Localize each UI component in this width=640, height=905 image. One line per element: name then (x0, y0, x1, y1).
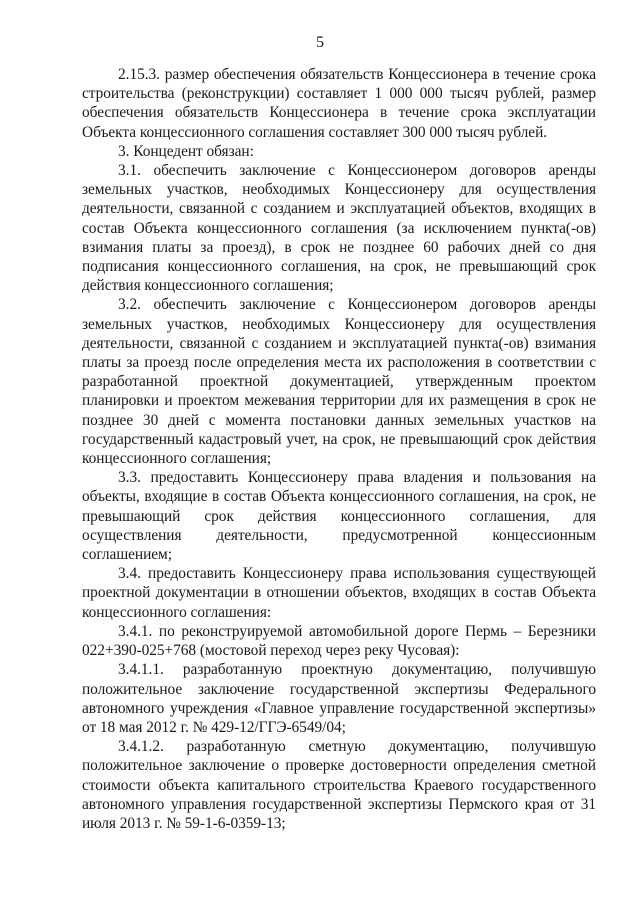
paragraph-2-15-3: 2.15.3. размер обеспечения обязательств Концессионера в течение срока строительства (реконструкции) составляет 1 000 000 тысяч рублей, размер обеспечения обязательств Концессионера в течение срока эксплуатации Объекта концессионного соглашения составляет 300 000 тысяч рублей. (82, 66, 596, 141)
paragraph-3-4-1: 3.4.1. по реконструируемой автомобильной дороге Пермь – Березники 022+390-025+768 (мостовой переход через реку Чусовая): (82, 622, 596, 660)
paragraph-3-heading: 3. Концедент обязан: (118, 142, 254, 160)
paragraph-3-1: 3.1. обеспечить заключение с Концессионером договоров аренды земельных участков, необходимых Концессионеру для осуществления деятельности, связанной с созданием и эксплуатацией объектов, входящих в состав Объекта концессионного соглашения (за исключением пункта(-ов) взимания платы за проезд), в срок не позднее 60 рабочих дней со дня подписания концессионного соглашения, на срок, не превышающий срок действия концессионного соглашения; (82, 162, 596, 295)
paragraph-3-4-1-2: 3.4.1.2. разработанную сметную документацию, получившую положительное заключение о проверке достоверности определения сметной стоимости объекта капитального строительства Краевого государственного автономного управления государственной экспертизы Пермского края от 31 июля 2013 г. № 59-1-6-0359-13; (82, 738, 596, 832)
page-number: 5 (316, 34, 324, 51)
paragraph-3-2: 3.2. обеспечить заключение с Концессионером договоров аренды земельных участков, необходимых Концессионеру для осуществления деятельности, связанной с созданием и эксплуатацией пункта(-ов) взимания платы за проезд после определения места их расположения в соответствии с разработанной проектной документацией, утвержденным проектом планировки и проектом межевания территории для их размещения в срок не позднее 30 дней с момента постановки данных земельных участков на государственный кадастровый учет, на срок, не превышающий срок действия концессионного соглашения; (82, 296, 596, 468)
paragraph-3-4: 3.4. предоставить Концессионеру права использования существующей проектной документации в отношении объектов, входящих в состав Объекта концессионного соглашения: (82, 565, 596, 621)
paragraph-3-4-1-1: 3.4.1.1. разработанную проектную документацию, получившую положительное заключение государственной экспертизы Федерального автономного учреждения «Главное управление государственной экспертизы» от 18 мая 2012 г. № 429-12/ГГЭ-6549/04; (82, 661, 596, 736)
paragraph-3-3: 3.3. предоставить Концессионеру права владения и пользования на объекты, входящие в состав Объекта концессионного соглашения, на срок, не превышающий срок действия концессионного соглашения, для осуществления деятельности, предусмотренной концессионным соглашением; (82, 469, 596, 564)
document-body (82, 65, 596, 833)
